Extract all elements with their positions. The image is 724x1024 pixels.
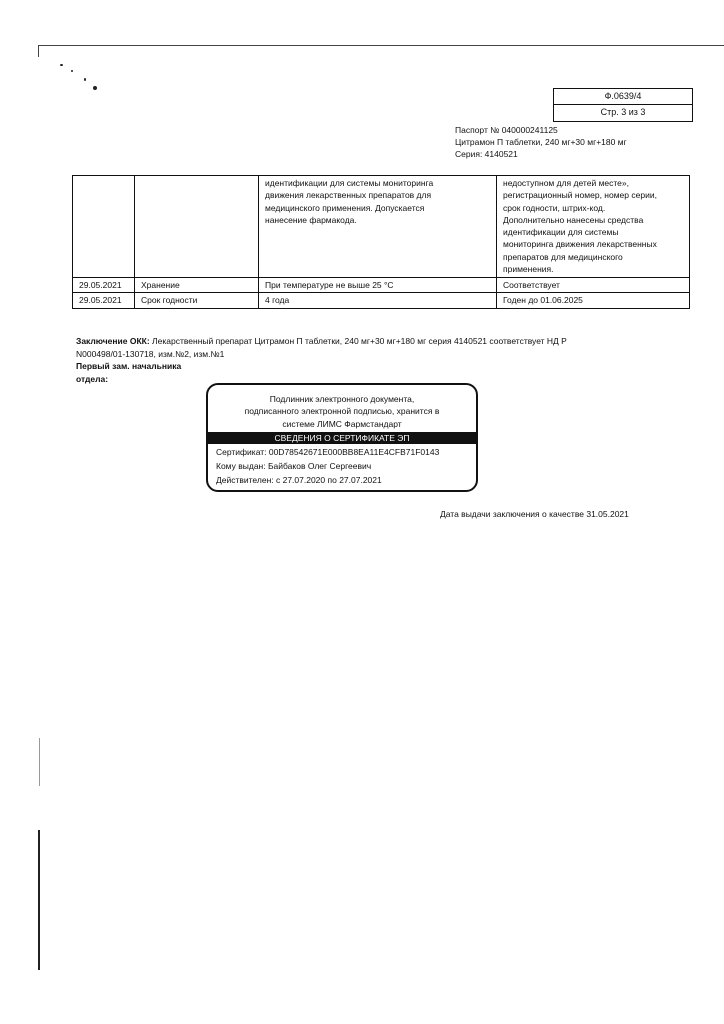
- stamp-line: системе ЛИМС Фармстандарт: [282, 418, 402, 429]
- scan-speck: [93, 86, 97, 90]
- cell-text-line: медицинского применения. Допускается: [265, 202, 425, 213]
- stamp-header: [208, 393, 476, 430]
- scan-edge-top: [38, 45, 724, 46]
- cell-text-line: недоступном для детей месте»,: [503, 178, 629, 188]
- cell-text-line: мониторинга движения лекарственных: [503, 239, 657, 250]
- scan-artifact-line: [39, 738, 40, 786]
- cell-text-line: идентификации для системы: [503, 227, 619, 238]
- cell-result: Годен до 01.06.2025: [497, 293, 690, 308]
- stamp-issued-to: Кому выдан: Байбаков Олег Сергеевич: [216, 461, 372, 471]
- cell-text-line: срок годности, штрих-код.: [503, 202, 606, 213]
- scan-edge-left: [38, 45, 39, 57]
- cell-date: 29.05.2021: [73, 293, 135, 308]
- scan-speck: [71, 70, 73, 72]
- cell-result: Соответствует: [497, 278, 690, 293]
- cell-requirement: [259, 176, 497, 278]
- cell-requirement: При температуре не выше 25 °С: [259, 278, 497, 293]
- page-number: Стр. 3 из 3: [600, 107, 646, 117]
- cell-date: 29.05.2021: [73, 278, 135, 293]
- cell-parameter: Срок годности: [135, 293, 259, 308]
- stamp-certificate-bar: СВЕДЕНИЯ О СЕРТИФИКАТЕ ЭП: [208, 432, 476, 444]
- role-line: отдела:: [76, 374, 109, 384]
- form-code: Ф.0639/4: [554, 89, 692, 105]
- cell-date: [73, 176, 135, 278]
- cell-text-line: Дополнительно нанесены средства: [503, 214, 644, 225]
- cell-text-line: идентификации для системы мониторинга: [265, 178, 434, 188]
- stamp-line: Подлинник электронного документа,: [269, 394, 415, 404]
- conclusion: [76, 335, 596, 361]
- conclusion-label: Заключение ОКК:: [76, 336, 150, 346]
- scan-speck: [60, 64, 63, 66]
- cell-text-line: нанесение фармакода.: [265, 214, 357, 225]
- stamp-line: подписанного электронной подписью, хранится в: [244, 406, 440, 417]
- cell-requirement: 4 года: [259, 293, 497, 308]
- form-code-box: [553, 88, 693, 122]
- series-number: Серия: 4140521: [455, 149, 518, 159]
- product-name: Цитрамон П таблетки, 240 мг+30 мг+180 мг: [455, 137, 627, 147]
- table-row: [73, 293, 690, 308]
- passport-header: [455, 124, 627, 160]
- cell-parameter: [135, 176, 259, 278]
- stamp-certificate: Сертификат: 00D78542671E000BB8EA11E4CFB71F0143: [216, 447, 440, 457]
- conclusion-text: Лекарственный препарат Цитрамон П таблетки, 240 мг+30 мг+180 мг серия 4140521 соответствует НД Р N000498/01-130718, изм.№2, изм.№1: [76, 336, 567, 359]
- issue-date: Дата выдачи заключения о качестве 31.05.2021: [440, 509, 629, 519]
- cell-parameter: Хранение: [135, 278, 259, 293]
- results-table: [72, 175, 690, 309]
- cell-result: [497, 176, 690, 278]
- cell-text-line: регистрационный номер, номер серии,: [503, 190, 657, 201]
- role-line: Первый зам. начальника: [76, 361, 182, 371]
- scan-artifact-line: [38, 830, 40, 970]
- scan-speck: [84, 78, 86, 81]
- signatory-role: [76, 360, 181, 386]
- table-row: [73, 278, 690, 293]
- stamp-validity: Действителен: с 27.07.2020 по 27.07.2021: [216, 475, 382, 485]
- table-row: [73, 176, 690, 278]
- passport-number: Паспорт № 040000241125: [455, 125, 558, 135]
- e-signature-stamp: [206, 383, 478, 492]
- cell-text-line: применения.: [503, 264, 554, 275]
- cell-text-line: движения лекарственных препаратов для: [265, 190, 432, 201]
- cell-text-line: препаратов для медицинского: [503, 251, 623, 262]
